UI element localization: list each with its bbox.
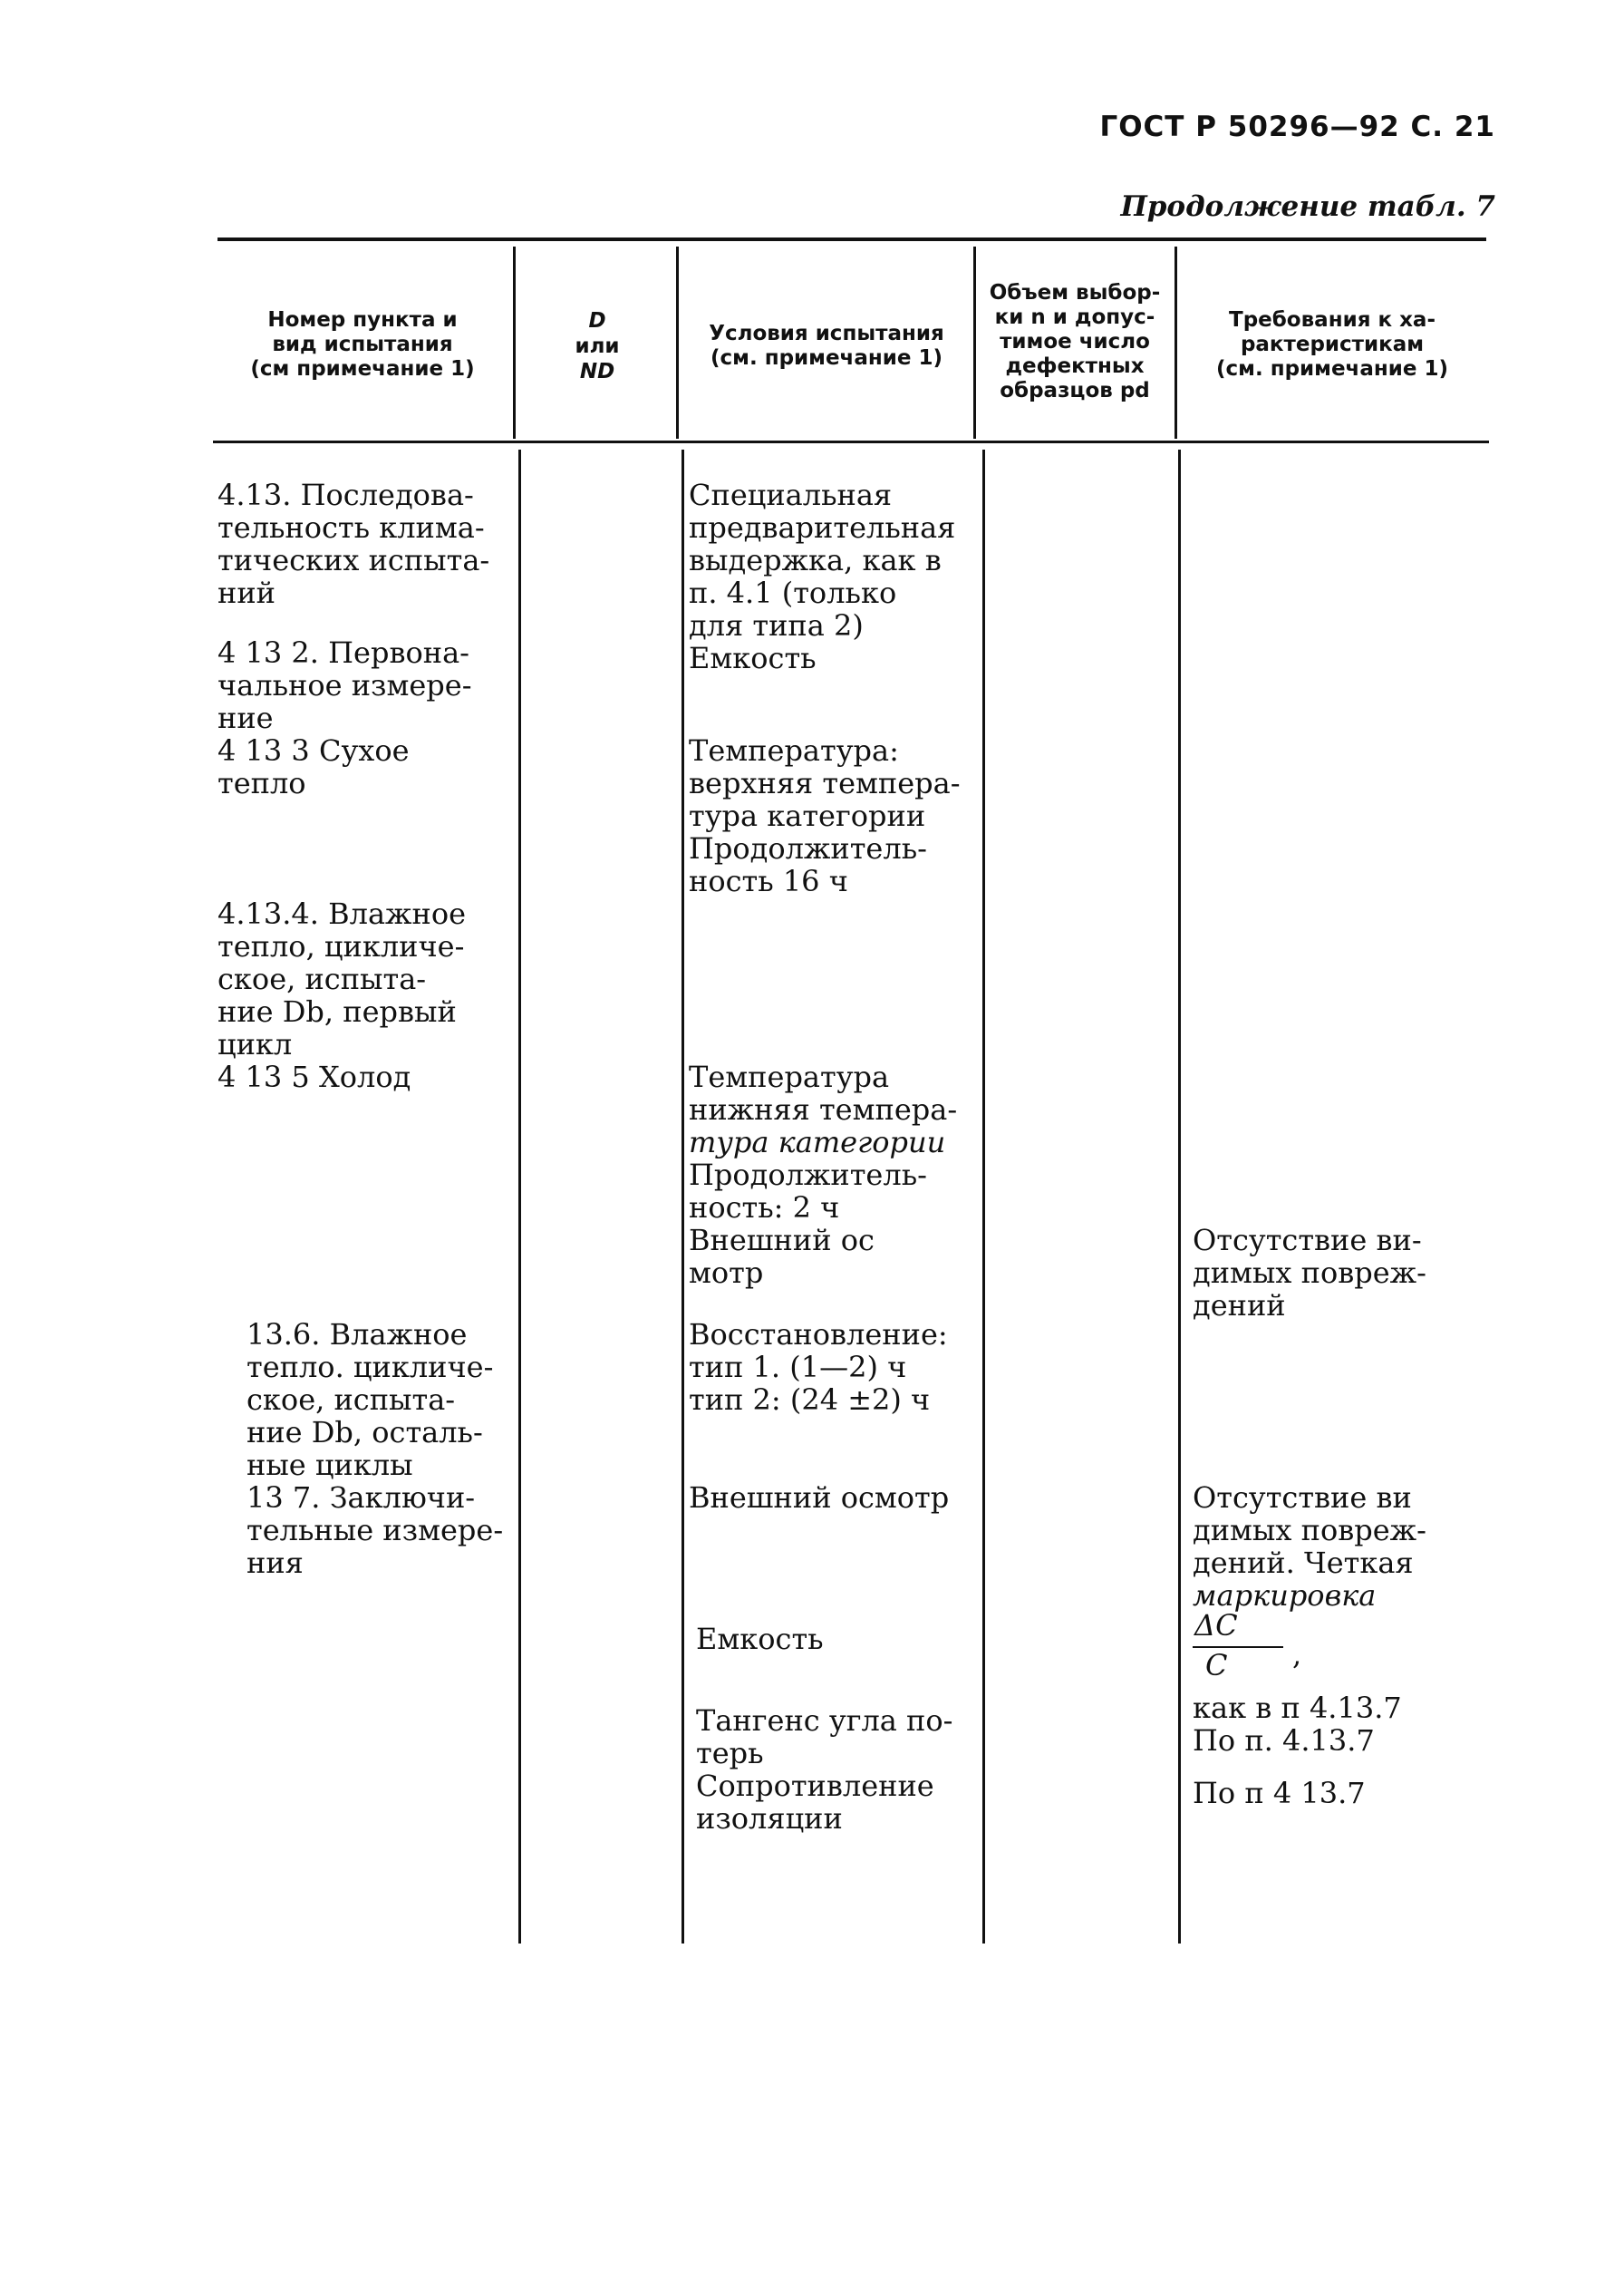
condition-insulation-resistance: Сопротивление изоляции	[696, 1769, 934, 1836]
clause-4-13: 4.13. Последова- тельность клима- тических испыта- ний	[218, 478, 490, 610]
column-header-d-nd: D или ND	[575, 309, 620, 383]
column-header-requirements: Требования к ха- рактеристикам (см. примечание 1)	[1216, 308, 1448, 381]
condition-final-visual-inspection: Внешний осмотр	[689, 1480, 950, 1515]
column-divider-1	[513, 247, 516, 439]
column-header-sample-size: Объем выбор- ки n и допус- тимое число дефектных образцов pd	[989, 281, 1161, 402]
clause-4-13-5: 4 13 5 Холод	[218, 1060, 411, 1094]
condition-cold: Температура нижняя темпера- тура категории Продолжитель- ность: 2 ч	[689, 1060, 958, 1225]
fraction-numerator: ΔC	[1194, 1608, 1238, 1643]
condition-loss-tangent: Тангенс угла по- терь	[696, 1703, 953, 1770]
clause-4-13-4: 4.13.4. Влажное тепло, цикличе- ское, испыта- ние Db, первый цикл	[218, 897, 467, 1061]
condition-dry-heat: Температура: верхняя темпера- тура категории Продолжитель- ность 16 ч	[689, 733, 961, 898]
condition-recovery: Восстановление: тип 1. (1—2) ч тип 2: (24 ±2) ч	[689, 1317, 948, 1417]
requirement-no-damage: Отсутствие ви- димых повреж- дений	[1193, 1223, 1426, 1323]
requirement-insulation: По п 4 13.7	[1193, 1776, 1366, 1810]
clause-4-13-7: 13 7. Заключи- тельные измере- ния	[246, 1480, 504, 1580]
clause-4-13-2: 4 13 2. Первона- чальное измере- ние	[218, 635, 472, 735]
column-divider-3-body	[982, 450, 985, 1944]
clause-4-13-3: 4 13 3 Сухое тепло	[218, 733, 410, 800]
column-divider-2	[676, 247, 679, 439]
column-divider-1-body	[518, 450, 521, 1944]
table-header-rule	[213, 441, 1489, 443]
condition-preconditioning: Специальная предварительная выдержка, как в п. 4.1 (только для типа 2)	[689, 478, 956, 643]
fraction-comma: ,	[1292, 1637, 1302, 1672]
table-continuation-label: Продолжение табл. 7	[1120, 190, 1495, 223]
column-divider-2-body	[682, 450, 684, 1944]
clause-4-13-6: 13.6. Влажное тепло. цикличе- ское, испыта- ние Db, осталь- ные циклы	[246, 1317, 494, 1482]
column-divider-4-body	[1178, 450, 1181, 1944]
column-divider-4	[1174, 247, 1177, 439]
requirement-no-damage-marking: Отсутствие ви димых повреж- дений. Четкая маркировка	[1193, 1480, 1426, 1613]
condition-capacitance: Емкость	[689, 641, 817, 675]
condition-final-capacitance: Емкость	[696, 1622, 824, 1656]
column-header-conditions: Условия испытания (см. примечание 1)	[709, 322, 944, 370]
table-top-rule	[218, 237, 1486, 241]
column-header-item: Номер пункта и вид испытания (см примечание 1)	[250, 308, 475, 381]
condition-visual-inspection: Внешний ос мотр	[689, 1223, 875, 1290]
page-header: ГОСТ Р 50296—92 С. 21	[1099, 111, 1495, 143]
column-divider-3	[973, 247, 976, 439]
requirement-capacitance-tangent: как в п 4.13.7 По п. 4.13.7	[1193, 1691, 1402, 1758]
fraction-denominator: C	[1205, 1648, 1228, 1682]
